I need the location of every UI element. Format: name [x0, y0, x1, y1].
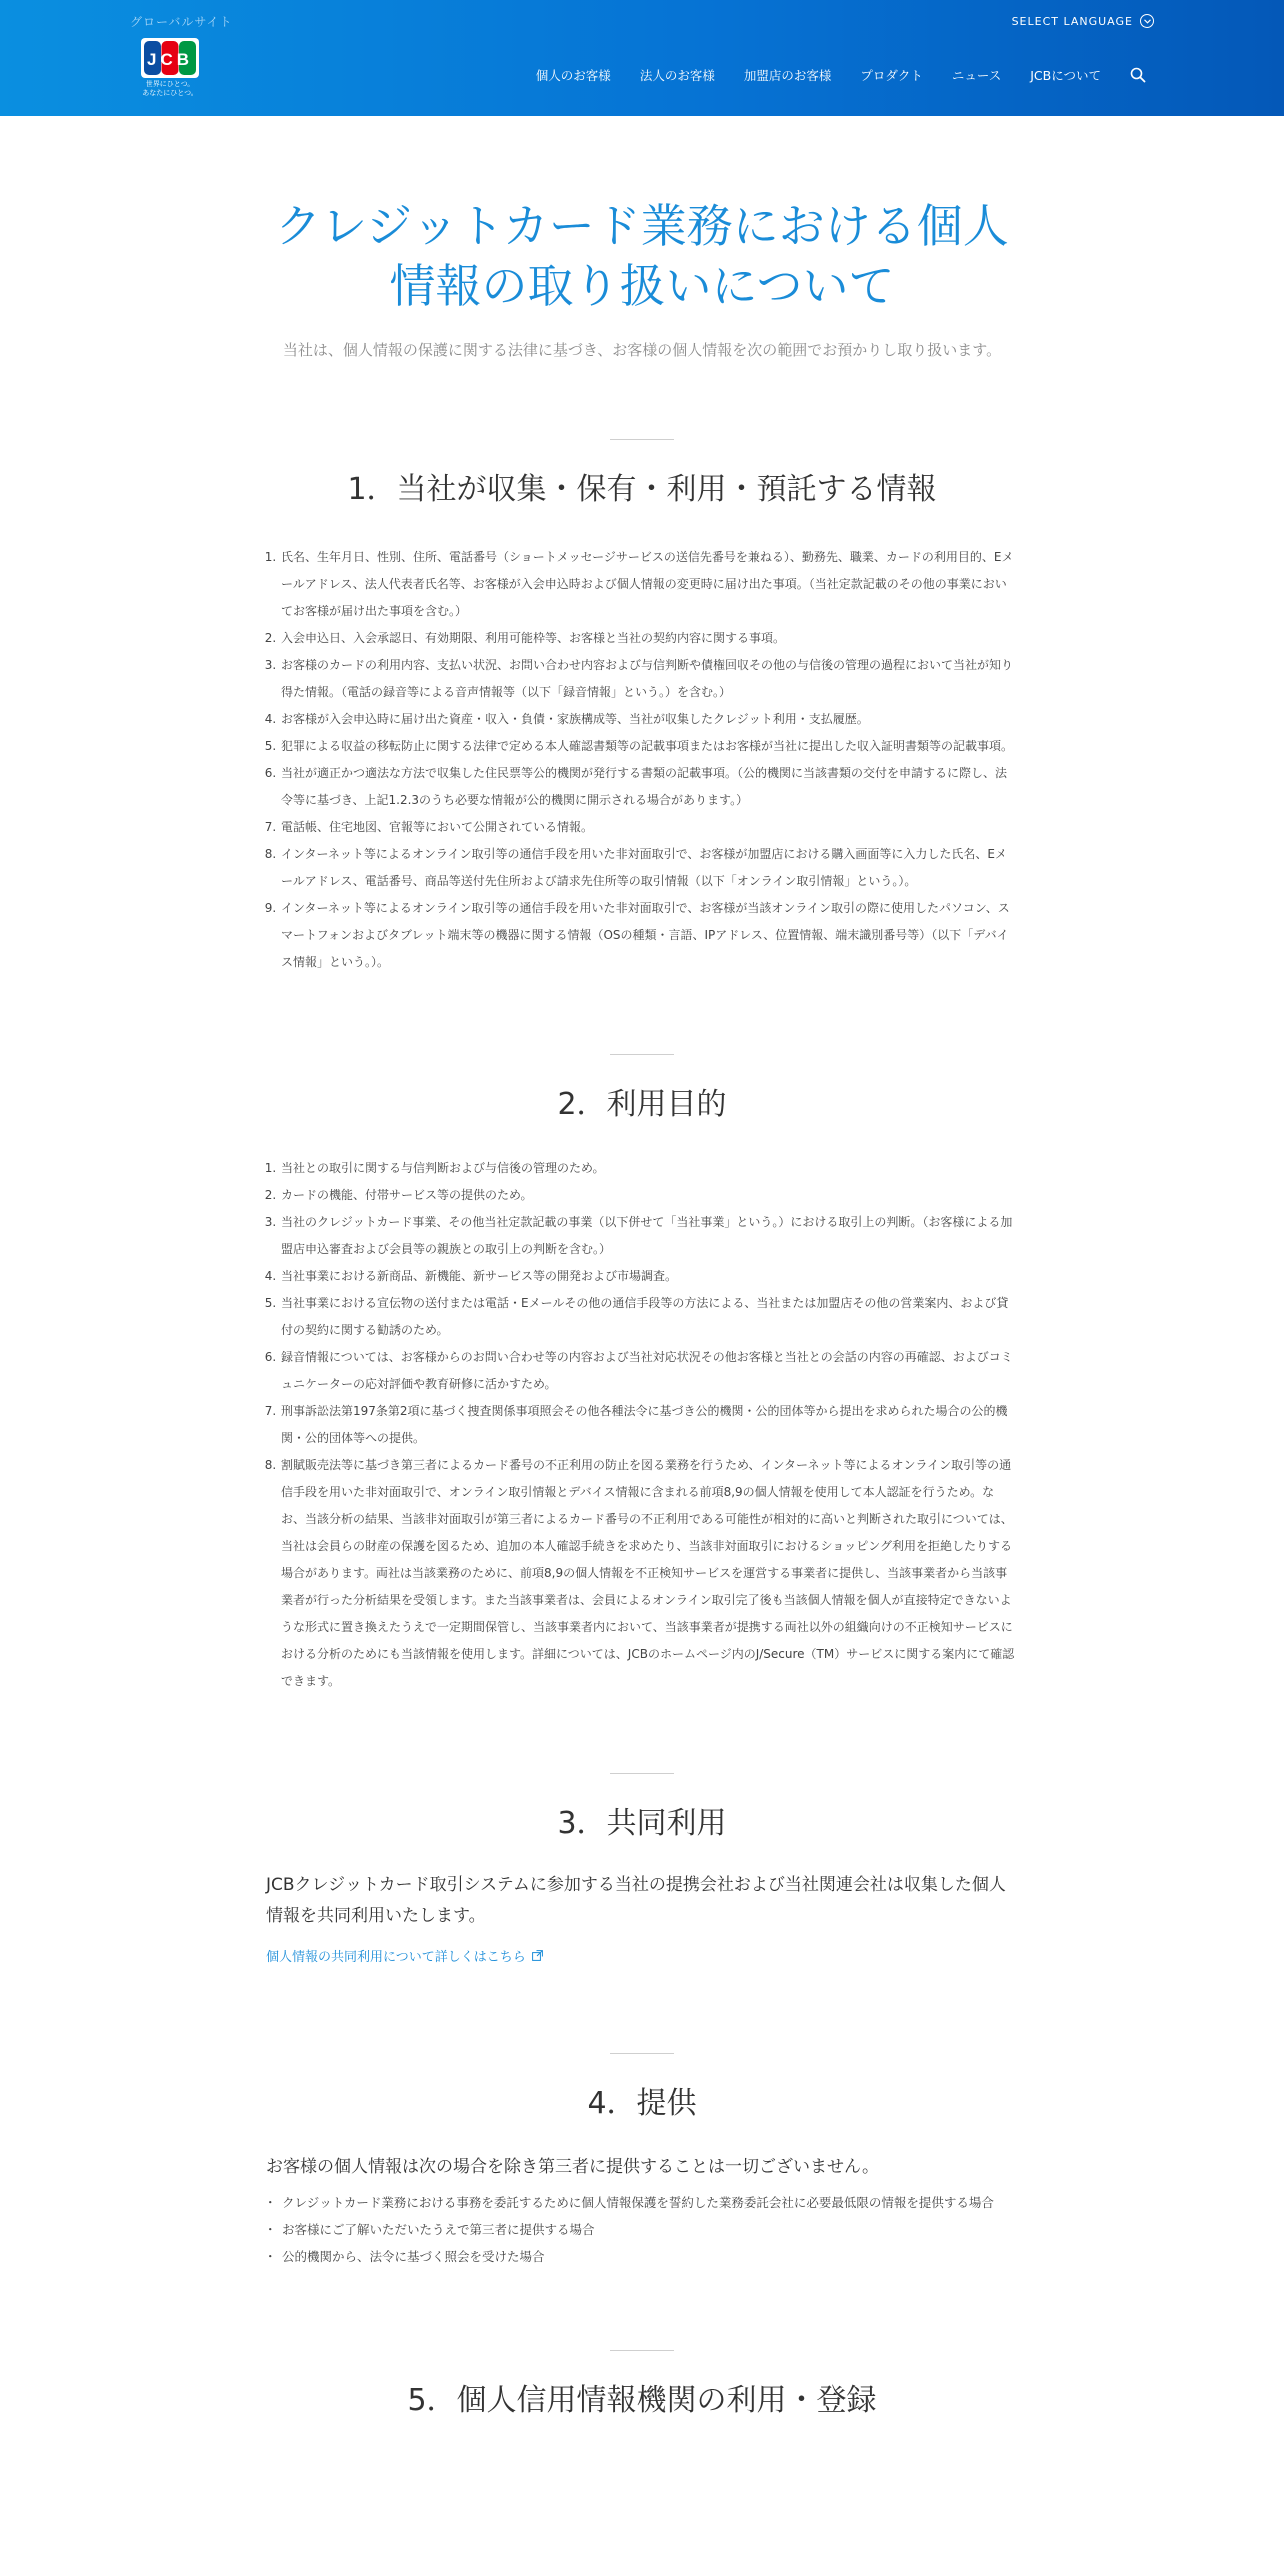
logo-tagline-line-1: 世界にひとつ。: [145, 80, 195, 88]
jcb-logo-text: JCB: [146, 50, 194, 69]
section-divider: [610, 1773, 674, 1774]
list-item: 7. 電話帳、住宅地図、官報等において公開されている情報。: [280, 814, 1018, 841]
provision-text: お客様の個人情報は次の場合を除き第三者に提供することは一切ございません。: [266, 2157, 880, 2177]
section-purpose: [266, 1054, 1018, 1695]
page-title: [262, 196, 1022, 316]
page-title-line-1: クレジットカード業務における個人: [275, 199, 1009, 253]
list-item: 3. お客様のカードの利用内容、支払い状況、お問い合わせ内容および与信判断や債権回収その他の与信後の管理の過程において当社が知り得た情報。（電話の録音等による音声情報等（以下「録音情報」という。）を含む。）: [280, 652, 1018, 706]
list-item: ・ 公的機関から、法令に基づく照会を受けた場合: [266, 2243, 1018, 2270]
page-lead: 当社は、個人情報の保護に関する法律に基づき、お客様の個人情報を次の範囲でお預かりし取り扱います。: [282, 341, 1002, 359]
chevron-down-icon: [1140, 14, 1154, 28]
list-item: 2. カードの機能、付帯サービス等の提供のため。: [280, 1182, 1018, 1209]
list-item: 2. 入会申込日、入会承認日、有効期限、利用可能枠等、お客様と当社の契約内容に関する事項。: [280, 625, 1018, 652]
section-divider: [610, 2053, 674, 2054]
list-item: 6. 当社が適正かつ適法な方法で収集した住民票等公的機関が発行する書類の記載事項。（公的機関に当該書類の交付を申請するに際し、法令等に基づき、上記1.2.3のうち必要な情報が公的機関に開示される場合があります。）: [280, 760, 1018, 814]
nav-about-jcb[interactable]: JCBについて: [1030, 68, 1101, 83]
select-language-label: SELECT LANGUAGE: [1011, 14, 1133, 28]
list-item: 5. 犯罪による収益の移転防止に関する法律で定める本人確認書類等の記載事項またはお客様が当社に提出した収入証明書類等の記載事項。: [280, 733, 1018, 760]
logo-tagline-line-2: あなたにひとつ。: [142, 89, 198, 97]
nav-product[interactable]: プロダクト: [860, 68, 923, 83]
section-provision: [266, 2053, 1018, 2270]
list-item: 8. 割賦販売法等に基づき第三者によるカード番号の不正利用の防止を図る業務を行うため、インターネット等によるオンライン取引等の通信手段を用いた非対面取引で、オンライン取引情報とデバイス情報に含まれる前項8,9の個人情報を使用して本人認証を行うため。なお、当該分析の結果、当該非対面取引が第三者によるカード番号の不正利用である可能性が相対的に高いと判断された取引については、当社は会員らの財産の保護を図るため、追加の本人確認手続きを求めたり、当該非対面取引におけるショッピング利用を拒絶したりする場合があります。両社は当該業務のために、前項8,9の個人情報を不正検知サービスを運営する事業者に提供し、当該事業者から当該事業者が行った分析結果を受領します。また当該事業者は、会員によるオンライン取引完了後も当該個人情報を個人が直接特定できないような形式に置き換えたうえで一定期間保管し、当該事業者内において、当該事業者が提携する両社以外の組織向けの不正検知サービスにおける分析のためにも当該情報を使用します。詳細については、JCBのホームページ内のJ/Secure（TM）サービスに関する案内にて確認できます。: [280, 1452, 1018, 1695]
list-item: 8. インターネット等によるオンライン取引等の通信手段を用いた非対面取引で、お客様が加盟店における購入画面等に入力した氏名、Eメールアドレス、電話番号、商品等送付先住所および請求先住所等の取引情報（以下「オンライン取引情報」という。）。: [280, 841, 1018, 895]
external-link-icon: [532, 1950, 543, 1961]
list-item: 5. 当社事業における宣伝物の送付または電話・Eメールその他の通信手段等の方法による、当社または加盟店その他の営業案内、および貸付の契約に関する勧誘のため。: [280, 1290, 1018, 1344]
list-item: 4. 当社事業における新商品、新機能、新サービス等の開発および市場調査。: [280, 1263, 1018, 1290]
collected-info-list: [266, 544, 1018, 976]
list-item: 7. 刑事訴訟法第197条第2項に基づく捜査関係事項照会その他各種法令に基づき公的機関・公的団体等から提出を求められた場合の公的機関・公的団体等への提供。: [280, 1398, 1018, 1452]
section-joint-use: [266, 1773, 1018, 1965]
section-heading: 3．共同利用: [557, 1806, 727, 1841]
jcb-logo-mark: [141, 38, 199, 78]
purpose-list: [266, 1155, 1018, 1695]
nav-corporate[interactable]: 法人のお客様: [639, 68, 715, 83]
select-language-button[interactable]: [1012, 14, 1154, 28]
nav-personal[interactable]: 個人のお客様: [535, 68, 611, 83]
list-item: 6. 録音情報については、お客様からのお問い合わせ等の内容および当社対応状況その他お客様と当社との会話の内容の再確認、およびコミュニケーターの応対評価や教育研修に活かすため。: [280, 1344, 1018, 1398]
section-heading: 4．提供: [587, 2086, 697, 2121]
logo-tagline: [138, 80, 202, 98]
section-heading: 2．利用目的: [557, 1087, 727, 1122]
list-item: ・ お客様にご了解いただいたうえで第三者に提供する場合: [266, 2216, 1018, 2243]
section-heading: 5．個人信用情報機関の利用・登録: [407, 2383, 877, 2418]
page-title-line-2: 情報の取り扱いについて: [389, 259, 895, 313]
joint-use-text: JCBクレジットカード取引システムに参加する当社の提携会社および当社関連会社は収集した個人情報を共同利用いたします。: [266, 1875, 1006, 1926]
list-item: 1. 当社との取引に関する与信判断および与信後の管理のため。: [280, 1155, 1018, 1182]
jcb-logo[interactable]: [138, 38, 202, 98]
nav-news[interactable]: ニュース: [951, 68, 1002, 83]
list-item: 3. 当社のクレジットカード事業、その他当社定款記載の事業（以下併せて「当社事業」という。）における取引上の判断。（お客様による加盟店申込審査および会員等の親族との取引上の判断を含む。）: [280, 1209, 1018, 1263]
main-content: [0, 196, 1284, 2421]
site-header: [0, 0, 1284, 116]
section-divider: [610, 1054, 674, 1055]
list-item: 9. インターネット等によるオンライン取引等の通信手段を用いた非対面取引で、お客様が当該オンライン取引の際に使用したパソコン、スマートフォンおよびタブレット端末等の機器に関する情報（OSの種類・言語、IPアドレス、位置情報、端末識別番号等）（以下「デバイス情報」という。）。: [280, 895, 1018, 976]
section-credit-bureau: [266, 2350, 1018, 2421]
section-divider: [610, 2350, 674, 2351]
list-item: ・ クレジットカード業務における事務を委託するために個人情報保護を誓約した業務委託会社に必要最低限の情報を提供する場合: [266, 2189, 1018, 2216]
list-item: 1. 氏名、生年月日、性別、住所、電話番号（ショートメッセージサービスの送信先番号を兼ねる）、勤務先、職業、カードの利用目的、Eメールアドレス、法人代表者氏名等、お客様が入会申込時および個人情報の変更時に届け出た事項。（当社定款記載のその他の事業においてお客様が届け出た事項を含む。）: [280, 544, 1018, 625]
provision-list: [266, 2189, 1018, 2270]
joint-use-link[interactable]: [266, 1946, 1018, 1965]
main-nav: [536, 66, 1146, 84]
global-site-link[interactable]: グローバルサイト: [130, 15, 233, 29]
nav-merchant[interactable]: 加盟店のお客様: [743, 68, 832, 83]
search-icon[interactable]: [1130, 67, 1146, 83]
section-divider: [610, 439, 674, 440]
joint-use-link-label: 個人情報の共同利用について詳しくはこちら: [266, 1950, 526, 1965]
section-collected-info: [266, 439, 1018, 976]
list-item: 4. お客様が入会申込時に届け出た資産・収入・負債・家族構成等、当社が収集したクレジット利用・支払履歴。: [280, 706, 1018, 733]
section-heading: 1．当社が収集・保有・利用・預託する情報: [347, 472, 937, 507]
